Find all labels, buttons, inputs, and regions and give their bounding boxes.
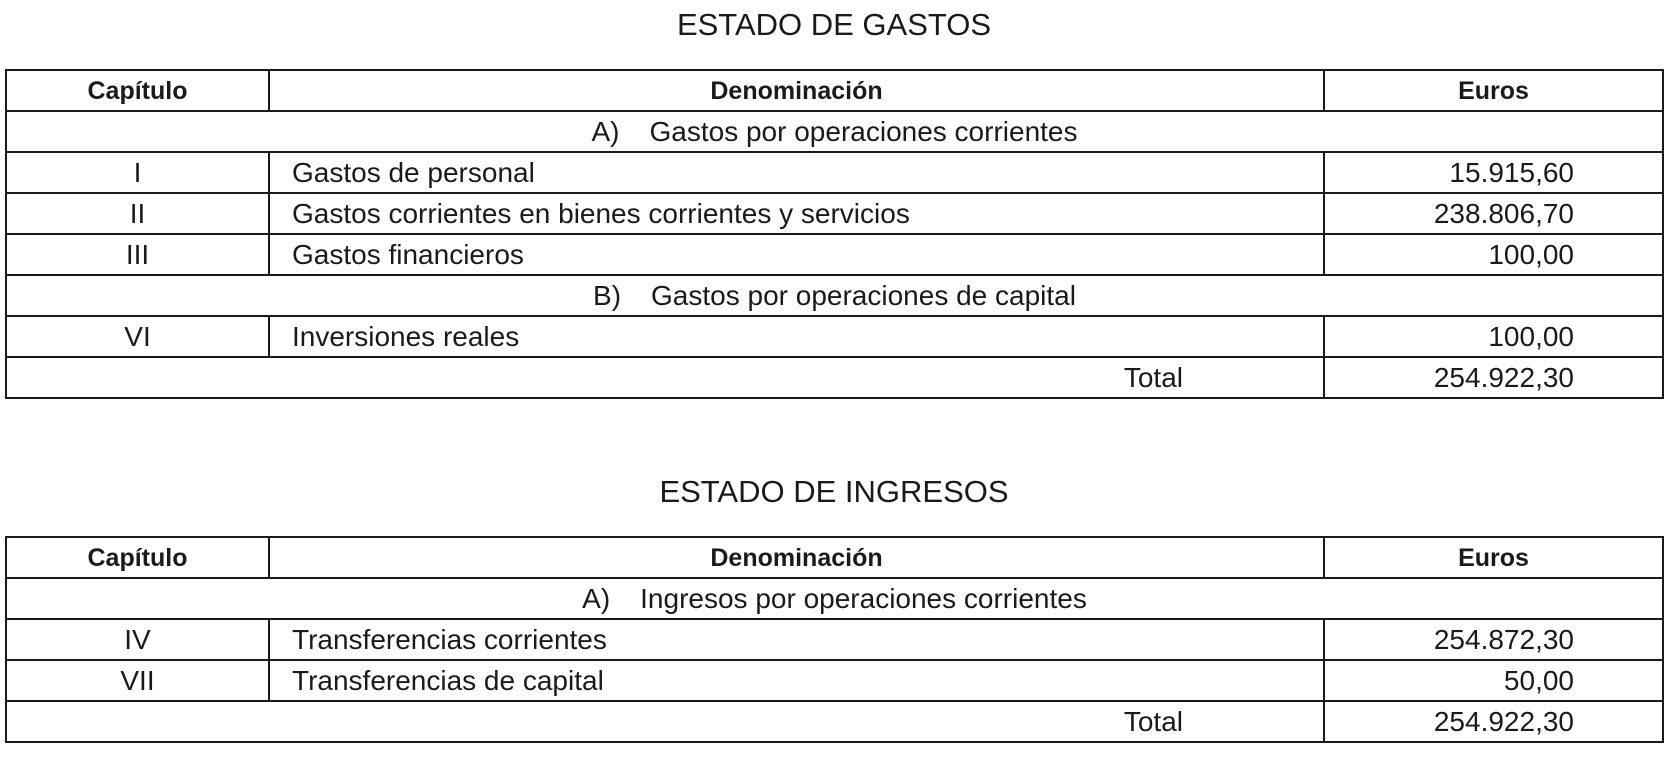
denominacion-cell: Gastos de personal — [269, 152, 1324, 193]
denominacion-cell: Transferencias corrientes — [269, 619, 1324, 660]
group-heading — [6, 111, 1663, 152]
gastos-table — [5, 69, 1664, 399]
euros-cell: 100,00 — [1324, 316, 1663, 357]
euros-cell: 254.872,30 — [1324, 619, 1663, 660]
header-euros: Euros — [1324, 537, 1663, 578]
capitulo-cell: II — [6, 193, 269, 234]
capitulo-cell: III — [6, 234, 269, 275]
capitulo-cell: IV — [6, 619, 269, 660]
capitulo-cell: VI — [6, 316, 269, 357]
header-capitulo: Capítulo — [6, 70, 269, 111]
denominacion-cell: Gastos corrientes en bienes corrientes y servicios — [269, 193, 1324, 234]
group-row — [6, 111, 1663, 152]
group-label: Gastos por operaciones de capital — [651, 279, 1076, 311]
header-denominacion: Denominación — [269, 537, 1324, 578]
table-row — [6, 193, 1663, 234]
capitulo-cell: I — [6, 152, 269, 193]
group-letter: B) — [593, 279, 622, 311]
group-heading — [6, 578, 1663, 619]
total-label: Total — [6, 701, 1324, 742]
total-label: Total — [6, 357, 1324, 398]
euros-cell: 100,00 — [1324, 234, 1663, 275]
table-row — [6, 234, 1663, 275]
table-row — [6, 619, 1663, 660]
group-row — [6, 578, 1663, 619]
table-header-row — [6, 537, 1663, 578]
group-label: Ingresos por operaciones corrientes — [640, 582, 1087, 614]
total-euros: 254.922,30 — [1324, 357, 1663, 398]
denominacion-cell: Transferencias de capital — [269, 660, 1324, 701]
denominacion-cell: Gastos financieros — [269, 234, 1324, 275]
ingresos-table — [5, 536, 1664, 743]
denominacion-cell: Inversiones reales — [269, 316, 1324, 357]
total-row — [6, 701, 1663, 742]
gastos-title: ESTADO DE GASTOS — [676, 7, 992, 42]
group-heading — [6, 275, 1663, 316]
table-row — [6, 660, 1663, 701]
total-euros: 254.922,30 — [1324, 701, 1663, 742]
euros-cell: 238.806,70 — [1324, 193, 1663, 234]
header-denominacion: Denominación — [269, 70, 1324, 111]
header-capitulo: Capítulo — [6, 537, 269, 578]
table-row — [6, 316, 1663, 357]
group-letter: A) — [591, 115, 620, 147]
euros-cell: 15.915,60 — [1324, 152, 1663, 193]
table-header-row — [6, 70, 1663, 111]
group-row — [6, 275, 1663, 316]
group-letter: A) — [582, 582, 611, 614]
total-row — [6, 357, 1663, 398]
table-row — [6, 152, 1663, 193]
euros-cell: 50,00 — [1324, 660, 1663, 701]
group-label: Gastos por operaciones corrientes — [649, 115, 1078, 147]
ingresos-title: ESTADO DE INGRESOS — [659, 474, 1009, 509]
header-euros: Euros — [1324, 70, 1663, 111]
capitulo-cell: VII — [6, 660, 269, 701]
